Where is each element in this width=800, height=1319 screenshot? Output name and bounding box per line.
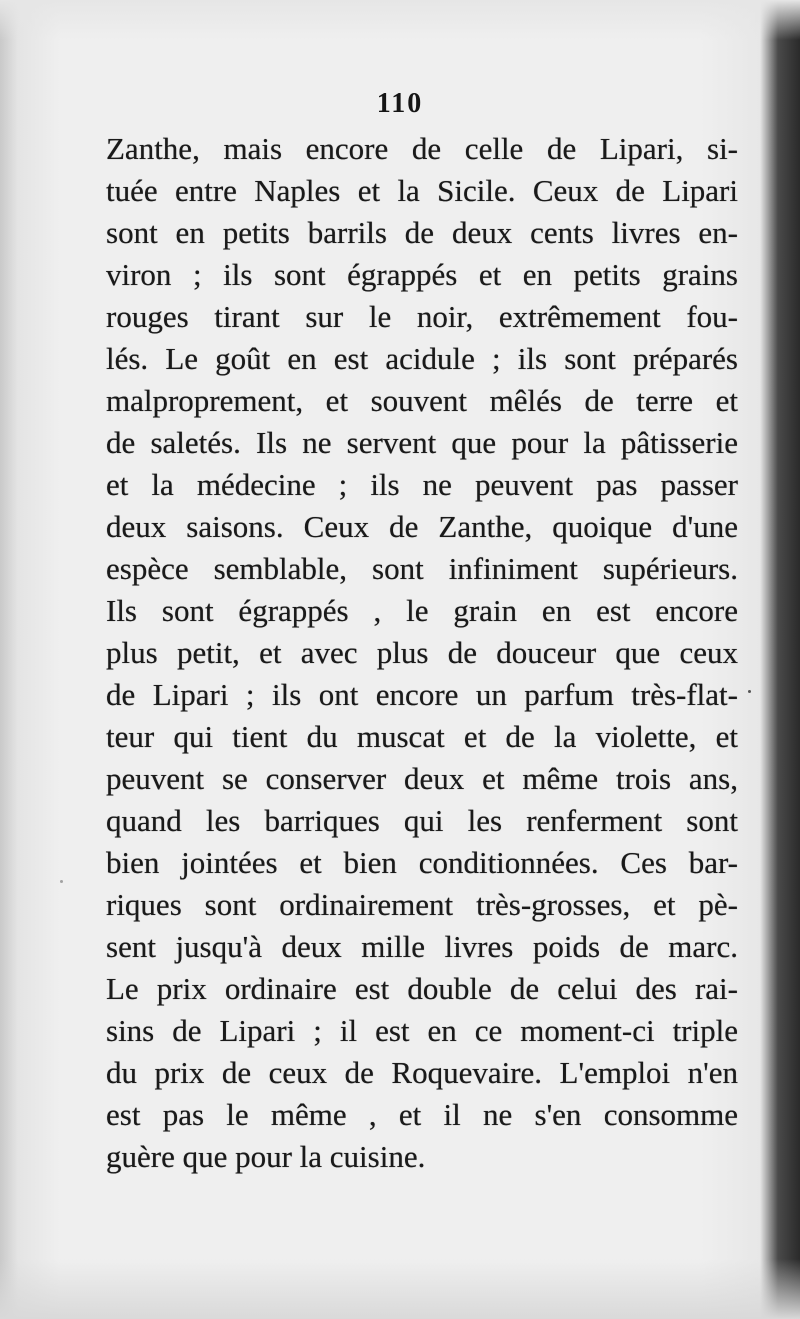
text-line: riques sont ordinairement très-grosses, et pè-	[106, 887, 738, 922]
text-line: Zanthe, mais encore de celle de Lipari, si-	[106, 131, 738, 166]
text-line: plus petit, et avec plus de douceur que ceux	[106, 635, 738, 670]
text-line: de saletés. Ils ne servent que pour la pâtisserie	[106, 425, 738, 460]
text-line: Le prix ordinaire est double de celui des rai-	[106, 971, 738, 1006]
text-line: du prix de ceux de Roquevaire. L'emploi n'en	[106, 1055, 738, 1090]
page-number: 110	[376, 88, 424, 119]
text-line: sont en petits barrils de deux cents livres en-	[106, 215, 738, 250]
text-line: lés. Le goût en est acidule ; ils sont préparés	[106, 341, 738, 376]
text-line: sins de Lipari ; il est en ce moment-ci triple	[106, 1013, 738, 1048]
text-line: bien jointées et bien conditionnées. Ces bar-	[106, 845, 738, 880]
ink-speck	[748, 690, 751, 693]
text-line: peuvent se conserver deux et même trois ans,	[106, 761, 738, 796]
text-line: malproprement, et souvent mêlés de terre et	[106, 383, 738, 418]
text-line: quand les barriques qui les renferment sont	[106, 803, 738, 838]
text-line: est pas le même , et il ne s'en consomme	[106, 1097, 738, 1132]
text-line: tuée entre Naples et la Sicile. Ceux de Lipari	[106, 173, 738, 208]
text-line: et la médecine ; ils ne peuvent pas passer	[106, 467, 738, 502]
text-line: de Lipari ; ils ont encore un parfum très-flat-	[106, 677, 738, 712]
text-line: teur qui tient du muscat et de la violette, et	[106, 719, 738, 754]
text-line: guère que pour la cuisine.	[106, 1139, 426, 1174]
text-line: Ils sont égrappés , le grain en est encore	[106, 593, 738, 628]
text-line: sent jusqu'à deux mille livres poids de marc.	[106, 929, 738, 964]
ink-speck	[60, 880, 63, 883]
text-line: deux saisons. Ceux de Zanthe, quoique d'une	[106, 509, 738, 544]
text-line: viron ; ils sont égrappés et en petits grains	[106, 257, 738, 292]
text-line: rouges tirant sur le noir, extrêmement fou-	[106, 299, 738, 334]
body-text	[106, 128, 738, 1178]
text-line: espèce semblable, sont infiniment supérieurs.	[106, 551, 738, 586]
